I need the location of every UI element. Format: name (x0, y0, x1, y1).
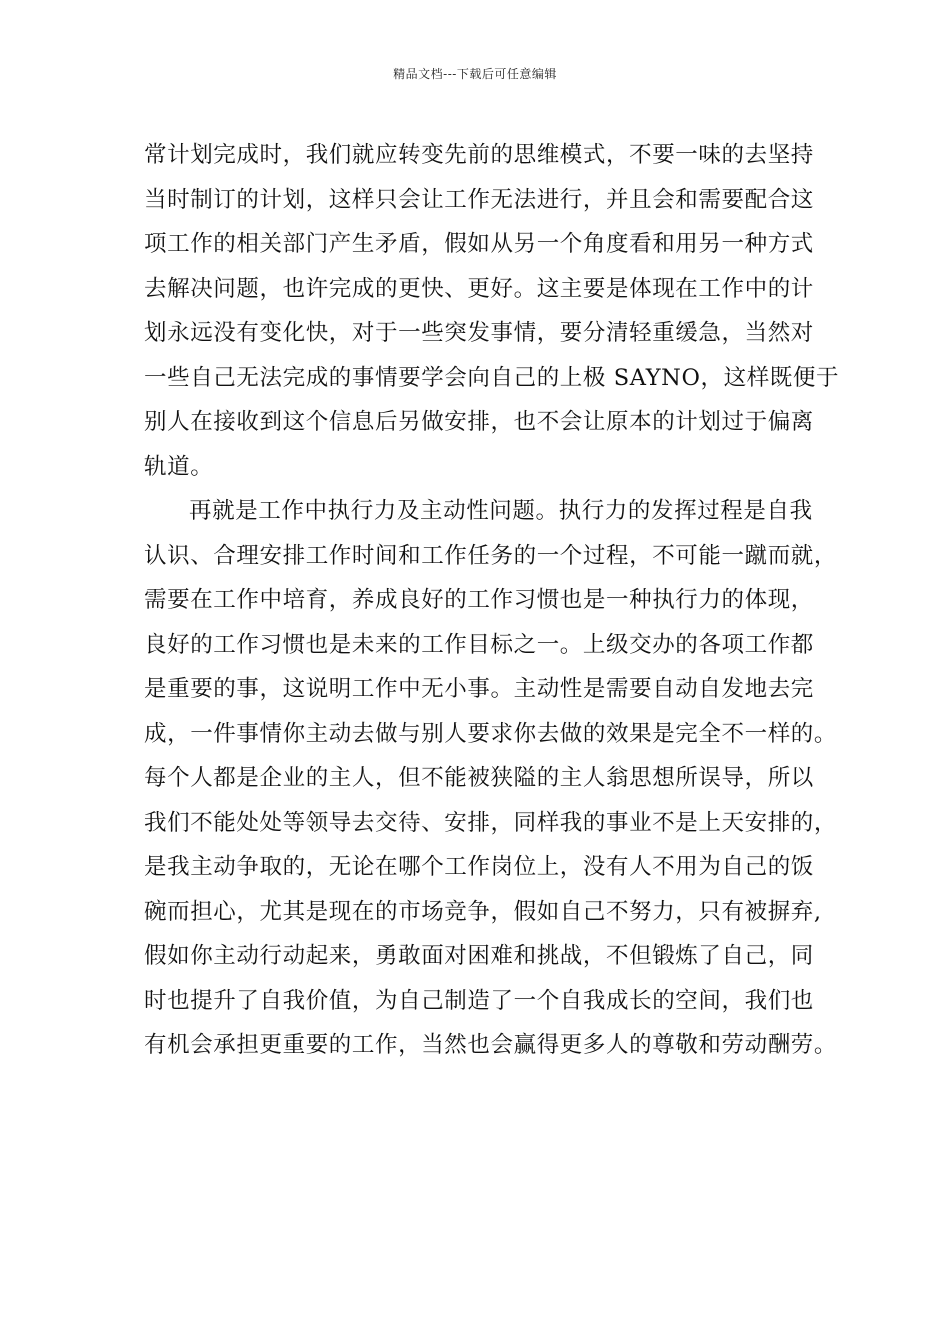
text-line: 每个人都是企业的主人，但不能被狭隘的主人翁思想所误导，所以 (144, 765, 814, 791)
text-line: 当时制订的计划，这样只会让工作无法进行，并且会和需要配合这 (144, 186, 814, 213)
text-line: 我们不能处处等领导去交待、安排，同样我的事业不是上天安排的， (144, 809, 838, 836)
text-line: 是我主动争取的，无论在哪个工作岗位上，没有人不用为自己的饭 (144, 854, 814, 880)
text-line: 再就是工作中执行力及主动性问题。执行力的发挥过程是自我 (189, 498, 813, 524)
text-line: 划永远没有变化快，对于一些突发事情，要分清轻重缓急，当然对 (144, 320, 814, 346)
text-line: 常计划完成时，我们就应转变先前的思维模式，不要一味的去坚持 (144, 142, 814, 168)
text-line: 良好的工作习惯也是未来的工作目标之一。上级交办的各项工作都 (144, 631, 814, 658)
paragraph-1 (144, 133, 840, 489)
text-line: 成，一件事情你主动去做与别人要求你去做的效果是完全不一样的。 (144, 720, 838, 747)
text-line: 时也提升了自我价值，为自己制造了一个自我成长的空间，我们也 (144, 987, 814, 1014)
page-header: 精品文档---下载后可任意编辑 (393, 67, 557, 81)
text-line: 去解决问题，也许完成的更快、更好。这主要是体现在工作中的计 (144, 275, 814, 302)
text-line: 项工作的相关部门产生矛盾，假如从另一个角度看和用另一种方式 (144, 231, 814, 257)
document-body (144, 133, 840, 1068)
text-line: 认识、合理安排工作时间和工作任务的一个过程，不可能一蹴而就， (144, 542, 838, 569)
text-line: 有机会承担更重要的工作，当然也会赢得更多人的尊敬和劳动酬劳。 (144, 1032, 838, 1058)
text-line: 别人在接收到这个信息后另做安排，也不会让原本的计划过于偏离 (144, 409, 814, 435)
text-line: 轨道。 (144, 453, 214, 480)
text-line: 碗而担心，尤其是现在的市场竞争，假如自己不努力，只有被摒弃, (144, 898, 822, 925)
text-line: 需要在工作中培育，养成良好的工作习惯也是一种执行力的体现， (144, 587, 814, 613)
paragraph-2 (144, 489, 838, 1068)
text-line: 是重要的事，这说明工作中无小事。主动性是需要自动自发地去完 (144, 676, 814, 702)
text-line: 假如你主动行动起来，勇敢面对困难和挑战，不但锻炼了自己，同 (144, 943, 814, 969)
text-line: 一些自己无法完成的事情要学会向自己的上极 SAYNO，这样既便于 (144, 364, 840, 391)
